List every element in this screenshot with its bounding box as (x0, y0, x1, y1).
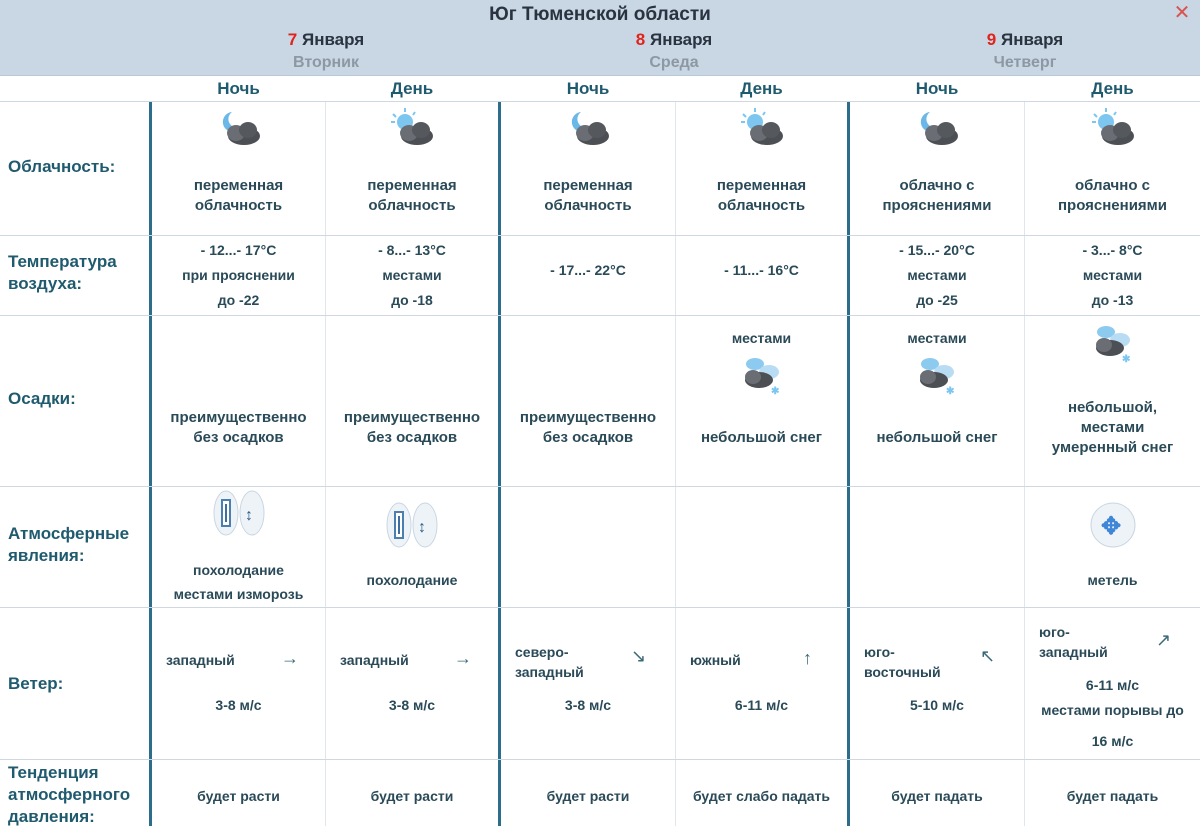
row-label-pressure (8, 762, 130, 826)
pressure-tendency: будет расти (546, 788, 630, 804)
desc-line: преимущественно (519, 409, 657, 426)
row-label-cloudiness: Облачность: (8, 157, 116, 176)
temperature-note: местами (1082, 267, 1143, 283)
day-month: Января (1000, 30, 1064, 49)
desc-line: переменная (193, 177, 284, 194)
period-label: День (1091, 79, 1134, 98)
desc-line: юго- (864, 644, 895, 660)
pressure-tendency: будет расти (197, 788, 280, 804)
desc-line: похолодание (366, 572, 458, 588)
svg-text:✥: ✥ (1100, 513, 1121, 540)
temperature-range: - 12...- 17°C (200, 242, 277, 258)
row-label-phenomena (8, 523, 129, 567)
period-label: День (390, 79, 434, 98)
precipitation-note: местами (731, 330, 792, 346)
desc-line: переменная (716, 177, 807, 194)
phenomenon-icon-wrap (212, 490, 266, 540)
desc-line: преимущественно (343, 409, 481, 426)
desc-line: облачность (544, 197, 632, 214)
moon-cloud-icon (501, 104, 675, 154)
day-month: Января (649, 30, 713, 49)
phenomenon-icon-wrap (385, 502, 439, 552)
weather-icon-wrap (561, 106, 615, 156)
wind-speed: 3-8 м/с (388, 697, 436, 713)
blizzard-icon (1025, 502, 1200, 550)
row-label-line: Температура (8, 252, 117, 271)
cloudiness-desc (676, 176, 847, 220)
wind-speed: 3-8 м/с (215, 697, 262, 713)
day-month: Января (301, 30, 365, 49)
desc-line: похолодание (193, 562, 284, 578)
day-date (850, 30, 1200, 50)
row-label-line: Тенденция (8, 763, 99, 782)
weather-icon-wrap (1086, 322, 1140, 372)
desc-line: местами изморозь (173, 586, 304, 602)
wind-speed: 6-11 м/с (1085, 677, 1140, 693)
desc-line: южный (690, 652, 741, 668)
desc-line: северо- (515, 644, 569, 660)
temperature-note: местами (382, 267, 442, 283)
desc-line: облачность (717, 197, 806, 214)
temperature-min: до -22 (217, 292, 260, 308)
row-label-line: атмосферного (8, 785, 131, 804)
desc-line: преимущественно (170, 409, 307, 426)
wind-arrow-icon: ↘ (631, 646, 647, 666)
temperature-range: - 8...- 13°C (378, 242, 446, 258)
desc-line: небольшой снег (700, 429, 823, 446)
desc-line: метель (1087, 572, 1138, 588)
sun-cloud-icon (1025, 104, 1200, 154)
row-label-line: Атмосферные (8, 524, 130, 543)
desc-line: небольшой снег (876, 429, 998, 446)
cooling-icon (326, 502, 498, 550)
row-label-line: воздуха: (8, 274, 83, 293)
wind-arrow-icon: → (454, 648, 472, 668)
weather-icon-wrap (385, 106, 439, 156)
moon-cloud-icon (850, 104, 1024, 154)
day-header-7 (152, 30, 500, 72)
svg-text:↕: ↕ (244, 507, 253, 524)
desc-line: западный (340, 652, 409, 668)
desc-line: без осадков (366, 429, 458, 446)
weather-icon-wrap (1086, 106, 1140, 156)
temperature-note: местами (907, 267, 967, 283)
pressure-tendency: будет расти (370, 788, 454, 804)
day-number: 8 (635, 30, 646, 49)
desc-line: умеренный снег (1051, 439, 1174, 456)
desc-line: западный (166, 652, 235, 668)
pressure-tendency: будет слабо падать (692, 788, 831, 804)
wind-speed: 3-8 м/с (564, 697, 612, 713)
moon-cloud-icon (152, 104, 325, 154)
svg-text:✱: ✱ (1121, 354, 1130, 365)
temperature-range: - 15...- 20°C (899, 242, 975, 258)
cloudiness-desc (326, 176, 498, 220)
cooling-icon (152, 490, 325, 538)
weather-icon-wrap (735, 354, 789, 404)
snow-cloud-icon (1025, 322, 1200, 368)
wind-gusts: местами порывы до (1041, 702, 1184, 718)
wind-gusts-value: 16 м/с (1091, 733, 1134, 749)
weather-icon-wrap (910, 354, 964, 404)
wind-arrow-icon: ↖ (980, 646, 996, 666)
wind-speed: 5-10 м/с (910, 697, 964, 713)
desc-line: облачно с (1075, 177, 1150, 194)
day-weekday: Четверг (993, 54, 1057, 71)
desc-line: облачность (368, 197, 456, 214)
row-label-wind: Ветер: (8, 674, 64, 693)
desc-line: переменная (367, 177, 457, 194)
weather-icon-wrap (910, 106, 964, 156)
wind-arrow-icon: ↗ (1156, 630, 1172, 650)
phenomenon-icon-wrap (1086, 502, 1140, 552)
desc-line: небольшой, (1067, 399, 1158, 416)
cloudiness-desc (152, 176, 325, 220)
period-row (0, 76, 1200, 102)
desc-line: прояснениями (1057, 197, 1168, 214)
cloudiness-desc (501, 176, 675, 220)
temperature-range: - 11...- 16°C (724, 262, 799, 278)
period-label: Ночь (566, 79, 610, 98)
wind-arrow-icon: ↑ (803, 648, 812, 668)
precipitation-note: местами (907, 330, 967, 346)
day-number: 7 (287, 30, 298, 49)
temperature-note: при прояснении (182, 267, 295, 283)
day-header-9 (850, 30, 1200, 72)
weather-icon-wrap (212, 106, 266, 156)
desc-line: облачность (194, 197, 283, 214)
desc-line: облачно с (899, 177, 975, 194)
cloudiness-desc (1025, 176, 1200, 220)
weather-icon-wrap (735, 106, 789, 156)
period-label: Ночь (915, 79, 959, 98)
temperature-range: - 3...- 8°C (1082, 242, 1143, 258)
day-header-8 (500, 30, 848, 72)
pressure-tendency: будет падать (1066, 788, 1159, 804)
wind-speed: 6-11 м/с (734, 697, 789, 713)
svg-text:✱: ✱ (770, 386, 779, 397)
region-title: Юг Тюменской области (489, 4, 711, 25)
snow-cloud-icon (676, 354, 847, 400)
day-number: 9 (986, 30, 997, 49)
svg-text:✱: ✱ (946, 386, 955, 397)
desc-line: восточный (864, 664, 941, 680)
day-date (152, 30, 500, 50)
row-label-line: давления: (8, 807, 95, 826)
desc-line: местами (1080, 419, 1145, 436)
day-weekday: Вторник (292, 54, 360, 71)
snow-cloud-icon (850, 354, 1024, 400)
period-label: День (740, 79, 783, 98)
desc-line: западный (1039, 644, 1108, 660)
close-icon[interactable]: ✕ (1173, 2, 1191, 24)
sun-cloud-icon (326, 104, 498, 154)
pressure-tendency: будет падать (891, 788, 983, 804)
wind-arrow-icon: → (281, 648, 299, 668)
cloudiness-desc (850, 176, 1024, 220)
row-label-precipitation: Осадки: (8, 389, 76, 408)
row-label-line: явления: (8, 546, 85, 565)
desc-line: западный (515, 664, 584, 680)
desc-line: юго- (1039, 624, 1070, 640)
desc-line: без осадков (193, 429, 284, 446)
sun-cloud-icon (676, 104, 847, 154)
temperature-min: до -18 (391, 292, 433, 308)
desc-line: прояснениями (882, 197, 992, 214)
period-label: Ночь (217, 79, 260, 98)
desc-line: без осадков (542, 429, 634, 446)
day-weekday: Среда (649, 54, 699, 71)
temperature-min: до -13 (1091, 292, 1134, 308)
day-date (500, 30, 848, 50)
desc-line: переменная (543, 177, 633, 194)
row-label-temperature (8, 251, 117, 295)
svg-text:↕: ↕ (418, 519, 426, 536)
temperature-range: - 17...- 22°C (550, 262, 626, 278)
temperature-min: до -25 (916, 292, 958, 308)
